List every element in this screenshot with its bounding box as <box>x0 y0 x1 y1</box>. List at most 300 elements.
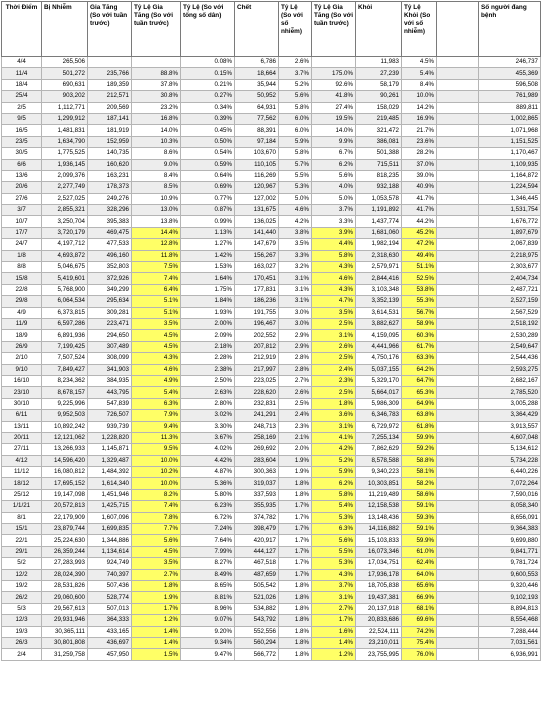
cell-infected: 29,060,600 <box>42 592 88 603</box>
cell-active-cases: 7,031,561 <box>479 637 541 648</box>
cell-death-rate: 5.9% <box>279 136 312 147</box>
cell-active-cases: 6,936,991 <box>479 649 541 660</box>
cell-recovered: 6,729,972 <box>356 421 402 432</box>
cell-infected: 6,891,936 <box>42 330 88 341</box>
cell-death-rate: 3.8% <box>279 227 312 238</box>
cell-infected: 30,365,111 <box>42 626 88 637</box>
cell-death-increase-rate: 5.2% <box>312 455 356 466</box>
cell-date: 30/5 <box>2 148 42 159</box>
table-row <box>2 296 541 307</box>
cell-infected: 690,631 <box>42 79 88 90</box>
cell-recovery-rate: 59.9% <box>402 535 437 546</box>
cell-recovered: 9,340,223 <box>356 467 402 478</box>
cell-recovery-rate: 64.7% <box>402 375 437 386</box>
cell-active-cases: 889,811 <box>479 102 541 113</box>
cell-population-rate: 0.77% <box>181 193 235 204</box>
cell-increase: 249,276 <box>88 193 132 204</box>
cell-population-rate: 9.47% <box>181 649 235 660</box>
cell-death-increase-rate: 5.3% <box>312 558 356 569</box>
cell-recovered: 321,472 <box>356 125 402 136</box>
cell-infected: 9,952,503 <box>42 410 88 421</box>
cell-deaths: 127,002 <box>235 193 279 204</box>
cell-population-rate: 2.28% <box>181 353 235 364</box>
cell-active-cases: 5,734,228 <box>479 455 541 466</box>
cell-recovered: 20,833,686 <box>356 615 402 626</box>
cell-death-rate: 1.8% <box>279 580 312 591</box>
cell-active-cases: 8,894,813 <box>479 603 541 614</box>
table-row <box>2 227 541 238</box>
cell-spacer <box>437 421 479 432</box>
cell-recovered: 158,029 <box>356 102 402 113</box>
cell-date: 5/2 <box>2 558 42 569</box>
table-row <box>2 592 541 603</box>
cell-death-increase-rate: 4.0% <box>312 182 356 193</box>
cell-death-rate: 1.8% <box>279 592 312 603</box>
cell-death-increase-rate: 5.0% <box>312 193 356 204</box>
cell-infected: 14,596,420 <box>42 455 88 466</box>
cell-death-increase-rate: 5.8% <box>312 250 356 261</box>
cell-recovered: 818,235 <box>356 170 402 181</box>
cell-increase-rate: 11.8% <box>132 250 181 261</box>
cell-death-increase-rate: 6.7% <box>312 148 356 159</box>
cell-recovery-rate: 65.3% <box>402 387 437 398</box>
cell-population-rate: 0.54% <box>181 148 235 159</box>
cell-deaths: 191,755 <box>235 307 279 318</box>
table-row <box>2 170 541 181</box>
cell-recovery-rate: 61.7% <box>402 341 437 352</box>
cell-date: 26/9 <box>2 341 42 352</box>
cell-deaths: 35,944 <box>235 79 279 90</box>
cell-increase: 477,533 <box>88 239 132 250</box>
cell-population-rate: 2.38% <box>181 364 235 375</box>
table-row <box>2 284 541 295</box>
cell-population-rate: 0.21% <box>181 79 235 90</box>
cell-death-rate: 5.7% <box>279 159 312 170</box>
cell-increase-rate: 4.5% <box>132 330 181 341</box>
cell-date: 11/9 <box>2 318 42 329</box>
cell-death-increase-rate: 3.1% <box>312 592 356 603</box>
cell-recovered: 219,485 <box>356 113 402 124</box>
table-row <box>2 387 541 398</box>
cell-increase-rate <box>132 57 181 68</box>
cell-infected: 2,527,025 <box>42 193 88 204</box>
cell-spacer <box>437 626 479 637</box>
cell-increase-rate: 9.4% <box>132 421 181 432</box>
cell-spacer <box>437 205 479 216</box>
cell-active-cases: 3,913,557 <box>479 421 541 432</box>
cell-death-increase-rate: 4.3% <box>312 569 356 580</box>
cell-date: 19/3 <box>2 626 42 637</box>
cell-deaths: 505,542 <box>235 580 279 591</box>
cell-active-cases: 1,109,935 <box>479 159 541 170</box>
cell-increase-rate: 8.4% <box>132 170 181 181</box>
cell-active-cases: 9,699,880 <box>479 535 541 546</box>
cell-infected: 27,283,993 <box>42 558 88 569</box>
cell-infected: 12,121,062 <box>42 432 88 443</box>
cell-increase: 189,359 <box>88 79 132 90</box>
cell-death-increase-rate: 5.8% <box>312 489 356 500</box>
cell-increase: 1,145,871 <box>88 444 132 455</box>
cell-date: 20/6 <box>2 182 42 193</box>
cell-infected: 8,234,362 <box>42 375 88 386</box>
table-row <box>2 489 541 500</box>
cell-death-increase-rate: 92.6% <box>312 79 356 90</box>
cell-population-rate: 8.27% <box>181 558 235 569</box>
header-infected: Bị Nhiễm <box>42 2 88 57</box>
cell-deaths: 300,363 <box>235 467 279 478</box>
cell-infected: 5,419,601 <box>42 273 88 284</box>
cell-date: 29/1 <box>2 546 42 557</box>
cell-increase: 1,344,886 <box>88 535 132 546</box>
cell-active-cases: 1,170,467 <box>479 148 541 159</box>
cell-spacer <box>437 284 479 295</box>
cell-spacer <box>437 478 479 489</box>
cell-spacer <box>437 398 479 409</box>
cell-recovery-rate: 59.2% <box>402 444 437 455</box>
cell-population-rate: 0.87% <box>181 205 235 216</box>
cell-population-rate: 6.72% <box>181 512 235 523</box>
cell-population-rate: 3.30% <box>181 421 235 432</box>
cell-active-cases: 1,151,525 <box>479 136 541 147</box>
cell-death-rate: 2.9% <box>279 341 312 352</box>
cell-infected: 26,359,244 <box>42 546 88 557</box>
cell-increase-rate: 10.9% <box>132 193 181 204</box>
cell-date: 27/6 <box>2 193 42 204</box>
cell-spacer <box>437 387 479 398</box>
cell-date: 23/5 <box>2 136 42 147</box>
cell-increase-rate: 4.5% <box>132 341 181 352</box>
cell-recovery-rate: 55.3% <box>402 296 437 307</box>
cell-spacer <box>437 102 479 113</box>
cell-active-cases: 2,785,520 <box>479 387 541 398</box>
cell-death-rate: 1.7% <box>279 524 312 535</box>
cell-death-increase-rate: 2.5% <box>312 353 356 364</box>
cell-spacer <box>437 159 479 170</box>
cell-population-rate: 0.64% <box>181 170 235 181</box>
cell-death-rate: 2.4% <box>279 410 312 421</box>
cell-infected: 3,720,179 <box>42 227 88 238</box>
cell-recovered: 932,188 <box>356 182 402 193</box>
cell-infected: 7,507,524 <box>42 353 88 364</box>
cell-death-rate: 1.8% <box>279 637 312 648</box>
cell-active-cases: 2,067,839 <box>479 239 541 250</box>
table-row <box>2 239 541 250</box>
table-row <box>2 410 541 421</box>
cell-deaths: 355,935 <box>235 501 279 512</box>
cell-date: 12/2 <box>2 569 42 580</box>
cell-infected: 13,266,933 <box>42 444 88 455</box>
cell-date: 18/4 <box>2 79 42 90</box>
header-deaths: Chết <box>235 2 279 57</box>
cell-death-rate: 3.1% <box>279 296 312 307</box>
table-row <box>2 102 541 113</box>
cell-infected: 2,277,749 <box>42 182 88 193</box>
cell-death-rate: 3.1% <box>279 273 312 284</box>
cell-recovery-rate: 45.2% <box>402 227 437 238</box>
cell-active-cases: 3,364,429 <box>479 410 541 421</box>
cell-death-rate: 5.8% <box>279 102 312 113</box>
table-row <box>2 182 541 193</box>
cell-recovery-rate: 37.0% <box>402 159 437 170</box>
cell-recovery-rate: 58.9% <box>402 318 437 329</box>
table-row <box>2 444 541 455</box>
cell-active-cases: 2,487,721 <box>479 284 541 295</box>
cell-population-rate: 1.75% <box>181 284 235 295</box>
cell-recovery-rate: 76.0% <box>402 649 437 660</box>
cell-population-rate: 8.96% <box>181 603 235 614</box>
cell-death-increase-rate: 2.7% <box>312 603 356 614</box>
cell-recovered: 5,986,309 <box>356 398 402 409</box>
cell-recovered: 15,103,833 <box>356 535 402 546</box>
cell-population-rate: 7.24% <box>181 524 235 535</box>
cell-deaths: 248,713 <box>235 421 279 432</box>
cell-increase: 443,795 <box>88 387 132 398</box>
cell-recovered: 7,255,134 <box>356 432 402 443</box>
cell-recovery-rate: 59.1% <box>402 501 437 512</box>
cell-recovered: 6,346,783 <box>356 410 402 421</box>
table-row <box>2 68 541 79</box>
cell-active-cases: 1,531,754 <box>479 205 541 216</box>
table-row <box>2 637 541 648</box>
cell-infected: 10,892,242 <box>42 421 88 432</box>
cell-population-rate: 1.27% <box>181 239 235 250</box>
cell-deaths: 163,027 <box>235 262 279 273</box>
cell-active-cases: 9,781,724 <box>479 558 541 569</box>
cell-death-rate: 1.7% <box>279 546 312 557</box>
cell-death-increase-rate: 5.9% <box>312 467 356 478</box>
header-population-rate: Tỷ Lệ (So với tổng số dân) <box>181 2 235 57</box>
cell-deaths: 543,792 <box>235 615 279 626</box>
cell-increase-rate: 7.4% <box>132 273 181 284</box>
cell-spacer <box>437 296 479 307</box>
table-row <box>2 353 541 364</box>
cell-increase-rate: 4.3% <box>132 353 181 364</box>
cell-death-increase-rate: 4.7% <box>312 296 356 307</box>
table-row <box>2 205 541 216</box>
cell-active-cases: 9,320,446 <box>479 580 541 591</box>
cell-spacer <box>437 444 479 455</box>
cell-death-increase-rate: 6.3% <box>312 524 356 535</box>
cell-population-rate: 4.87% <box>181 467 235 478</box>
cell-population-rate: 7.99% <box>181 546 235 557</box>
cell-population-rate: 1.84% <box>181 296 235 307</box>
cell-death-increase-rate: 5.4% <box>312 501 356 512</box>
cell-death-increase-rate: 2.5% <box>312 318 356 329</box>
cell-recovery-rate: 56.7% <box>402 307 437 318</box>
cell-active-cases: 1,346,445 <box>479 193 541 204</box>
cell-active-cases: 7,288,444 <box>479 626 541 637</box>
cell-deaths: 110,105 <box>235 159 279 170</box>
cell-increase-rate: 10.0% <box>132 478 181 489</box>
cell-increase: 178,373 <box>88 182 132 193</box>
cell-increase-rate: 5.1% <box>132 307 181 318</box>
cell-deaths: 64,931 <box>235 102 279 113</box>
cell-increase: 507,436 <box>88 580 132 591</box>
cell-recovery-rate: 69.6% <box>402 615 437 626</box>
cell-deaths: 258,169 <box>235 432 279 443</box>
cell-increase: 295,634 <box>88 296 132 307</box>
cell-spacer <box>437 364 479 375</box>
cell-increase: 349,299 <box>88 284 132 295</box>
cell-increase-rate: 7.5% <box>132 262 181 273</box>
cell-date: 12/3 <box>2 615 42 626</box>
cell-active-cases: 1,002,865 <box>479 113 541 124</box>
cell-death-rate: 5.0% <box>279 193 312 204</box>
cell-death-increase-rate: 41.8% <box>312 91 356 102</box>
cell-recovery-rate: 61.0% <box>402 546 437 557</box>
cell-death-increase-rate: 6.2% <box>312 159 356 170</box>
cell-date: 8/1 <box>2 512 42 523</box>
cell-date: 2/4 <box>2 649 42 660</box>
cell-population-rate: 0.99% <box>181 216 235 227</box>
cell-death-rate: 5.8% <box>279 148 312 159</box>
cell-deaths: 141,440 <box>235 227 279 238</box>
cell-date: 23/10 <box>2 387 42 398</box>
cell-deaths: 337,593 <box>235 489 279 500</box>
cell-population-rate: 3.02% <box>181 410 235 421</box>
cell-deaths: 283,604 <box>235 455 279 466</box>
cell-recovery-rate: 61.8% <box>402 421 437 432</box>
cell-date: 19/2 <box>2 580 42 591</box>
cell-increase-rate: 30.8% <box>132 91 181 102</box>
cell-recovered: 5,664,017 <box>356 387 402 398</box>
cell-deaths: 6,786 <box>235 57 279 68</box>
table-row <box>2 432 541 443</box>
cell-active-cases: 246,737 <box>479 57 541 68</box>
cell-increase: 395,383 <box>88 216 132 227</box>
cell-recovered: 2,579,971 <box>356 262 402 273</box>
cell-deaths: 202,552 <box>235 330 279 341</box>
table-row <box>2 535 541 546</box>
cell-deaths: 196,467 <box>235 318 279 329</box>
cell-recovered: 1,053,578 <box>356 193 402 204</box>
cell-death-rate: 1.8% <box>279 603 312 614</box>
cell-infected: 1,936,145 <box>42 159 88 170</box>
cell-increase: 507,013 <box>88 603 132 614</box>
cell-death-increase-rate: 3.9% <box>312 227 356 238</box>
cell-death-increase-rate: 3.6% <box>312 410 356 421</box>
cell-date: 30/10 <box>2 398 42 409</box>
cell-death-increase-rate: 5.6% <box>312 535 356 546</box>
cell-spacer <box>437 524 479 535</box>
cell-date: 2/5 <box>2 102 42 113</box>
table-row <box>2 421 541 432</box>
cell-deaths: 177,831 <box>235 284 279 295</box>
cell-deaths: 88,391 <box>235 125 279 136</box>
cell-deaths: 147,679 <box>235 239 279 250</box>
cell-death-increase-rate: 1.6% <box>312 626 356 637</box>
cell-recovery-rate: 60.3% <box>402 330 437 341</box>
cell-death-increase-rate: 1.7% <box>312 615 356 626</box>
cell-increase-rate: 11.3% <box>132 432 181 443</box>
cell-date: 4/9 <box>2 307 42 318</box>
cell-active-cases: 596,508 <box>479 79 541 90</box>
cell-death-increase-rate: 3.1% <box>312 330 356 341</box>
cell-deaths: 560,294 <box>235 637 279 648</box>
cell-population-rate: 2.50% <box>181 375 235 386</box>
cell-spacer <box>437 615 479 626</box>
cell-spacer <box>437 535 479 546</box>
cell-death-increase-rate: 6.2% <box>312 478 356 489</box>
cell-increase: 528,774 <box>88 592 132 603</box>
cell-death-increase-rate: 4.4% <box>312 239 356 250</box>
cell-date: 8/8 <box>2 262 42 273</box>
cell-death-rate: 2.1% <box>279 432 312 443</box>
cell-date: 5/3 <box>2 603 42 614</box>
header-increase: Gia Tăng (So với tuần trước) <box>88 2 132 57</box>
cell-increase: 187,141 <box>88 113 132 124</box>
cell-spacer <box>437 57 479 68</box>
cell-spacer <box>437 193 479 204</box>
cell-spacer <box>437 558 479 569</box>
cell-infected: 6,373,815 <box>42 307 88 318</box>
cell-date: 26/3 <box>2 637 42 648</box>
table-row <box>2 307 541 318</box>
cell-death-rate: 4.6% <box>279 205 312 216</box>
header-active-cases: Số người đang bệnh <box>479 2 541 57</box>
cell-date: 13/11 <box>2 421 42 432</box>
cell-increase: 457,950 <box>88 649 132 660</box>
cell-infected: 7,849,427 <box>42 364 88 375</box>
cell-increase-rate: 23.2% <box>132 102 181 113</box>
cell-date: 15/8 <box>2 273 42 284</box>
cell-increase-rate: 2.7% <box>132 569 181 580</box>
cell-spacer <box>437 432 479 443</box>
cell-spacer <box>437 375 479 386</box>
cell-infected: 501,272 <box>42 68 88 79</box>
cell-infected: 1,775,525 <box>42 148 88 159</box>
table-row <box>2 318 541 329</box>
cell-spacer <box>437 307 479 318</box>
cell-spacer <box>437 125 479 136</box>
cell-deaths: 467,518 <box>235 558 279 569</box>
cell-deaths: 207,812 <box>235 341 279 352</box>
cell-death-rate: 5.6% <box>279 91 312 102</box>
cell-death-rate: 1.7% <box>279 535 312 546</box>
cell-recovery-rate: 23.6% <box>402 136 437 147</box>
cell-increase: 372,926 <box>88 273 132 284</box>
cell-increase-rate: 6.4% <box>132 284 181 295</box>
cell-death-rate: 1.8% <box>279 626 312 637</box>
cell-recovery-rate: 59.9% <box>402 432 437 443</box>
cell-increase: 496,160 <box>88 250 132 261</box>
cell-increase: 223,471 <box>88 318 132 329</box>
cell-increase: 1,614,340 <box>88 478 132 489</box>
cell-recovered: 5,329,170 <box>356 375 402 386</box>
cell-population-rate: 7.64% <box>181 535 235 546</box>
cell-death-rate: 1.8% <box>279 649 312 660</box>
cell-active-cases: 761,989 <box>479 91 541 102</box>
cell-recovered: 17,936,178 <box>356 569 402 580</box>
cell-active-cases: 2,218,975 <box>479 250 541 261</box>
cell-death-increase-rate: 19.5% <box>312 113 356 124</box>
cell-active-cases: 8,554,468 <box>479 615 541 626</box>
header-death-rate: Tỷ Lệ (So với số nhiễm) <box>279 2 312 57</box>
cell-increase: 309,281 <box>88 307 132 318</box>
cell-active-cases: 7,072,264 <box>479 478 541 489</box>
cell-death-increase-rate: 2.4% <box>312 364 356 375</box>
cell-date: 16/10 <box>2 375 42 386</box>
cell-death-rate: 4.2% <box>279 216 312 227</box>
cell-date: 9/5 <box>2 113 42 124</box>
cell-infected: 29,567,613 <box>42 603 88 614</box>
cell-increase: 152,959 <box>88 136 132 147</box>
cell-recovery-rate: 75.4% <box>402 637 437 648</box>
cell-infected: 7,199,425 <box>42 341 88 352</box>
cell-increase: 547,839 <box>88 398 132 409</box>
cell-date: 16/5 <box>2 125 42 136</box>
cell-death-rate: 3.5% <box>279 239 312 250</box>
